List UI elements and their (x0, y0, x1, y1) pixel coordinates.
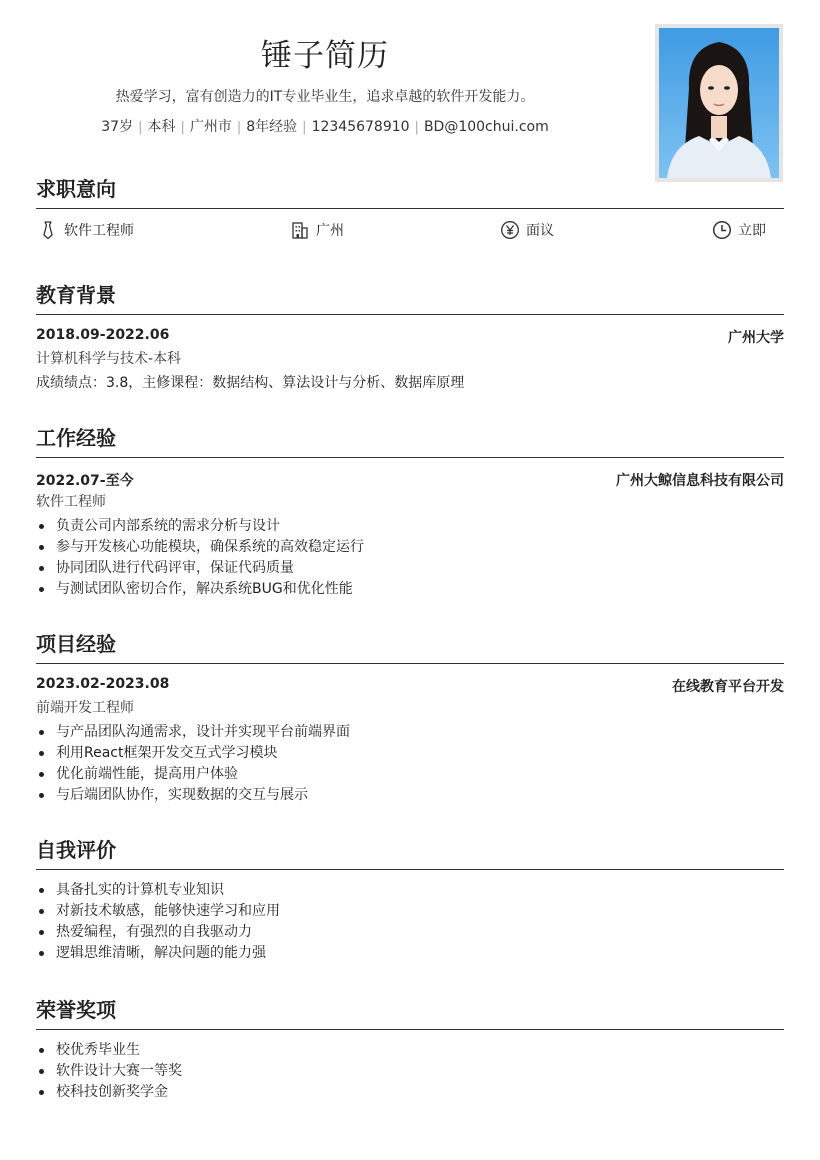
work-duties-list (36, 516, 784, 600)
info-separator: | (414, 120, 419, 135)
list-item: 利用React框架开发交互式学习模块 (36, 743, 784, 764)
resume-header (0, 0, 820, 190)
intent-availability (712, 218, 766, 242)
intent-availability-label: 立即 (738, 223, 766, 239)
list-item: 协同团队进行代码评审，保证代码质量 (36, 558, 784, 579)
resume-name: 锤子简历 (261, 38, 389, 74)
section-self-evaluation (36, 835, 784, 964)
work-role: 软件工程师 (36, 494, 106, 510)
project-period: 2023.02-2023.08 (36, 676, 170, 692)
info-age: 37岁 (101, 119, 134, 135)
section-title: 工作经验 (36, 426, 116, 450)
section-title: 自我评价 (36, 838, 116, 862)
info-degree: 本科 (147, 119, 176, 135)
work-entry-header (36, 470, 784, 490)
section-work-experience (36, 423, 784, 600)
list-item: 热爱编程，有强烈的自我驱动力 (36, 922, 784, 943)
list-item: 与产品团队沟通需求，设计并实现平台前端界面 (36, 722, 784, 743)
section-project-experience (36, 629, 784, 806)
section-honors (36, 995, 784, 1103)
info-experience: 8年经验 (246, 119, 298, 135)
contact-info-row (0, 116, 650, 136)
list-item: 与后端团队协作，实现数据的交互与展示 (36, 785, 784, 806)
list-item: 软件设计大赛一等奖 (36, 1061, 784, 1082)
info-phone: 12345678910 (311, 119, 410, 135)
info-city: 广州市 (189, 119, 232, 135)
info-email: BD@100chui.com (423, 119, 549, 135)
education-school: 广州大学 (728, 330, 784, 346)
honors-list (36, 1040, 784, 1103)
section-title: 荣誉奖项 (36, 998, 116, 1022)
section-job-intent (36, 174, 784, 239)
clock-icon (712, 220, 732, 240)
intent-position-label: 软件工程师 (64, 223, 134, 239)
info-separator: | (236, 120, 242, 135)
section-education (36, 280, 784, 394)
list-item: 校优秀毕业生 (36, 1040, 784, 1061)
project-entry-header (36, 676, 784, 696)
list-item: 逻辑思维清晰，解决问题的能力强 (36, 943, 784, 964)
project-role: 前端开发工程师 (36, 700, 134, 716)
list-item: 对新技术敏感，能够快速学习和应用 (36, 901, 784, 922)
section-divider (36, 314, 784, 315)
intent-city (290, 218, 344, 242)
intent-city-label: 广州 (316, 223, 344, 239)
work-period: 2022.07-至今 (36, 473, 134, 489)
education-detail: 成绩绩点：3.8，主修课程：数据结构、算法设计与分析、数据库原理 (36, 375, 465, 391)
list-item: 负责公司内部系统的需求分析与设计 (36, 516, 784, 537)
job-intent-row (36, 218, 784, 242)
section-title: 求职意向 (36, 177, 116, 201)
list-item: 具备扎实的计算机专业知识 (36, 880, 784, 901)
project-duties-list (36, 722, 784, 806)
tie-icon (38, 220, 58, 240)
info-separator: | (138, 120, 143, 135)
education-entry-header (36, 327, 784, 347)
section-divider (36, 869, 784, 870)
section-divider (36, 1029, 784, 1030)
intent-salary (500, 218, 554, 242)
profile-photo (655, 24, 783, 182)
list-item: 校科技创新奖学金 (36, 1082, 784, 1103)
building-icon (290, 220, 310, 240)
intent-salary-label: 面议 (526, 223, 554, 239)
project-name: 在线教育平台开发 (672, 679, 784, 695)
section-divider (36, 663, 784, 664)
section-title: 项目经验 (36, 632, 116, 656)
section-title: 教育背景 (36, 283, 116, 307)
yen-icon (500, 220, 520, 240)
self-evaluation-list (36, 880, 784, 964)
work-company: 广州大鲸信息科技有限公司 (616, 473, 784, 489)
resume-motto: 热爱学习，富有创造力的IT专业毕业生，追求卓越的软件开发能力。 (115, 89, 535, 105)
info-separator: | (302, 120, 307, 135)
list-item: 参与开发核心功能模块，确保系统的高效稳定运行 (36, 537, 784, 558)
section-divider (36, 208, 784, 209)
intent-position (38, 218, 134, 242)
portrait-image (659, 28, 779, 178)
list-item: 优化前端性能，提高用户体验 (36, 764, 784, 785)
education-major: 计算机科学与技术-本科 (36, 351, 182, 367)
section-divider (36, 457, 784, 458)
info-separator: | (180, 120, 185, 135)
list-item: 与测试团队密切合作，解决系统BUG和优化性能 (36, 579, 784, 600)
education-period: 2018.09-2022.06 (36, 327, 170, 343)
